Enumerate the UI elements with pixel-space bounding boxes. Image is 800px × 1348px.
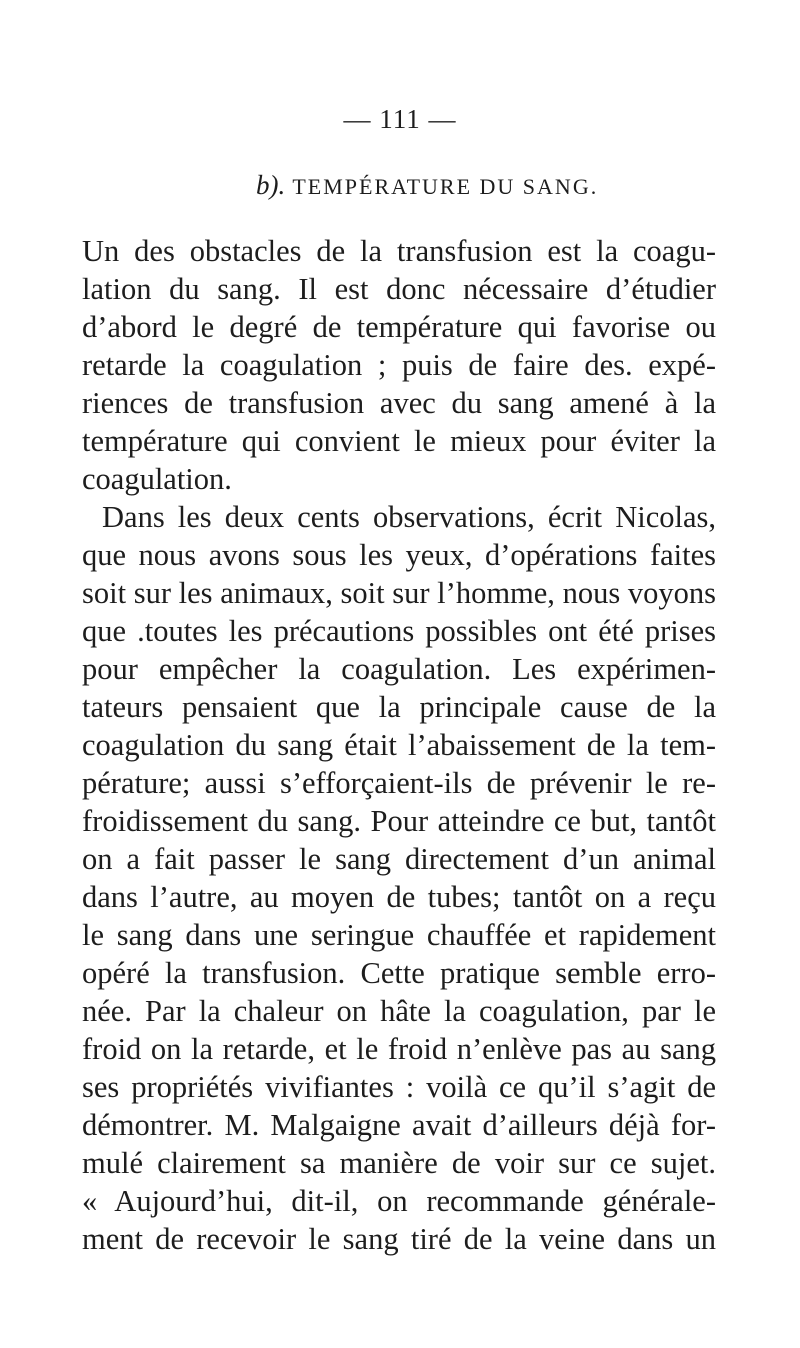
text-line: opéré la transfusion. Cette pratique semble erro- [82,956,716,990]
text-line: coagulation du sang était l’abaissement de la tem- [82,728,716,762]
text-line: froidissement du sang. Pour atteindre ce but, tantôt [82,804,716,838]
text-line: Dans les deux cents observations, écrit Nicolas, [102,500,716,534]
text-line: pour empêcher la coagulation. Les expérimen- [82,652,716,686]
text-line: dans l’autre, au moyen de tubes; tantôt on a reçu [82,880,716,914]
page-number: — 111 — [343,104,457,134]
text-line: tateurs pensaient que la principale cause de la [82,690,716,724]
text-line: lation du sang. Il est donc nécessaire d’étudier [82,272,716,306]
text-line: coagulation. [82,462,232,496]
text-line: on a fait passer le sang directement d’un animal [82,842,716,876]
text-line: soit sur les animaux, soit sur l’homme, nous voyons [82,576,716,610]
text-line: le sang dans une seringue chauffée et rapidement [82,918,716,952]
section-title: TEMPÉRATURE DU SANG. [292,174,599,199]
text-line: que .toutes les précautions possibles ont été prises [82,614,716,648]
section-letter: b). [256,170,286,200]
text-line: née. Par la chaleur on hâte la coagulation, par le [82,994,716,1028]
text-line: démontrer. M. Malgaigne avait d’ailleurs déjà for- [82,1108,716,1142]
text-line: pérature; aussi s’efforçaient-ils de prévenir le re- [82,766,716,800]
text-line: ment de recevoir le sang tiré de la veine dans un [82,1222,716,1256]
text-line: que nous avons sous les yeux, d’opérations faites [82,538,716,572]
text-line: ses propriétés vivifiantes : voilà ce qu’il s’agit de [82,1070,716,1104]
text-line: température qui convient le mieux pour éviter la [82,424,716,458]
text-line: d’abord le degré de température qui favorise ou [82,310,716,344]
text-line: mulé clairement sa manière de voir sur ce sujet. [82,1146,716,1180]
text-line: Un des obstacles de la transfusion est la coagu- [82,234,716,268]
text-line: riences de transfusion avec du sang amené à la [82,386,716,420]
section-heading [256,170,598,201]
text-line: froid on la retarde, et le froid n’enlève pas au sang [82,1032,716,1066]
text-line: retarde la coagulation ; puis de faire des. expé- [82,348,716,382]
text-line: « Aujourd’hui, dit-il, on recommande générale- [82,1184,716,1218]
